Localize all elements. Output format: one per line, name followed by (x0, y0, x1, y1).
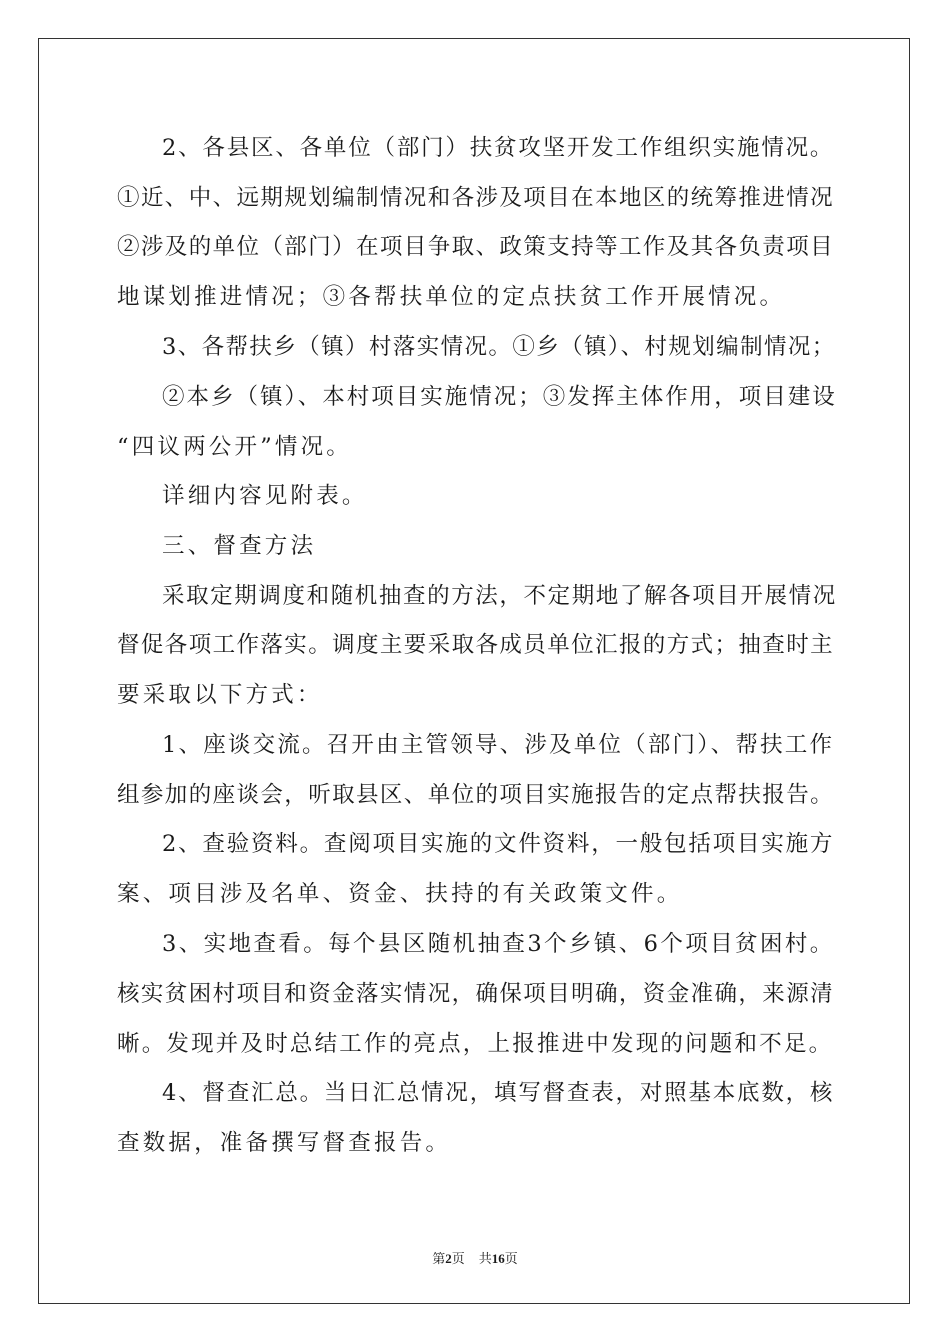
total-pages: 16 (491, 1251, 505, 1266)
text-line: 晰。发现并及时总结工作的亮点，上报推进中发现的问题和不足。 (117, 1031, 834, 1057)
page-prefix: 第 (432, 1251, 446, 1266)
page-footer (0, 1248, 950, 1267)
text-line: 案、项目涉及名单、资金、扶持的有关政策文件。 (117, 881, 683, 907)
total-prefix: 共 (478, 1251, 492, 1266)
page-suffix: 页 (451, 1251, 465, 1266)
text-line: 地谋划推进情况；③各帮扶单位的定点扶贫工作开展情况。 (117, 284, 786, 310)
text-line: 2、查验资料。查阅项目实施的文件资料，一般包括项目实施方 (162, 831, 835, 857)
text-line: “四议两公开”情况。 (117, 434, 353, 460)
text-line: ①近、中、远期规划编制情况和各涉及项目在本地区的统筹推进情况 (117, 185, 835, 211)
text-line: 4、督查汇总。当日汇总情况，填写督查表，对照基本底数，核 (162, 1080, 835, 1106)
text-line: 督促各项工作落实。调度主要采取各成员单位汇报的方式；抽查时主 (117, 632, 835, 658)
text-line: 查数据，准备撰写督查报告。 (117, 1130, 452, 1156)
text-line: ②涉及的单位（部门）在项目争取、政策支持等工作及其各负责项目 (117, 234, 835, 260)
section-heading: 三、督查方法 (162, 533, 317, 559)
text-line: 要采取以下方式： (117, 682, 323, 708)
text-line: 1、座谈交流。召开由主管领导、涉及单位（部门）、帮扶工作 (162, 732, 835, 758)
text-line: 3、各帮扶乡（镇）村落实情况。①乡（镇）、村规划编制情况； (162, 334, 836, 360)
text-line: 组参加的座谈会，听取县区、单位的项目实施报告的定点帮扶报告。 (117, 782, 835, 808)
page-number: 2 (445, 1251, 452, 1266)
text-line: 2、各县区、各单位（部门）扶贫攻坚开发工作组织实施情况。 (162, 135, 835, 161)
text-line: 3、实地查看。每个县区随机抽查3个乡镇、6个项目贫困村。 (162, 931, 835, 957)
text-line: 采取定期调度和随机抽查的方法，不定期地了解各项目开展情况 (162, 583, 837, 609)
total-suffix: 页 (504, 1251, 518, 1266)
text-line: 核实贫困村项目和资金落实情况，确保项目明确，资金准确，来源清 (117, 981, 835, 1007)
text-line: 详细内容见附表。 (162, 483, 368, 509)
text-line: ②本乡（镇）、本村项目实施情况；③发挥主体作用，项目建设 (162, 384, 837, 410)
